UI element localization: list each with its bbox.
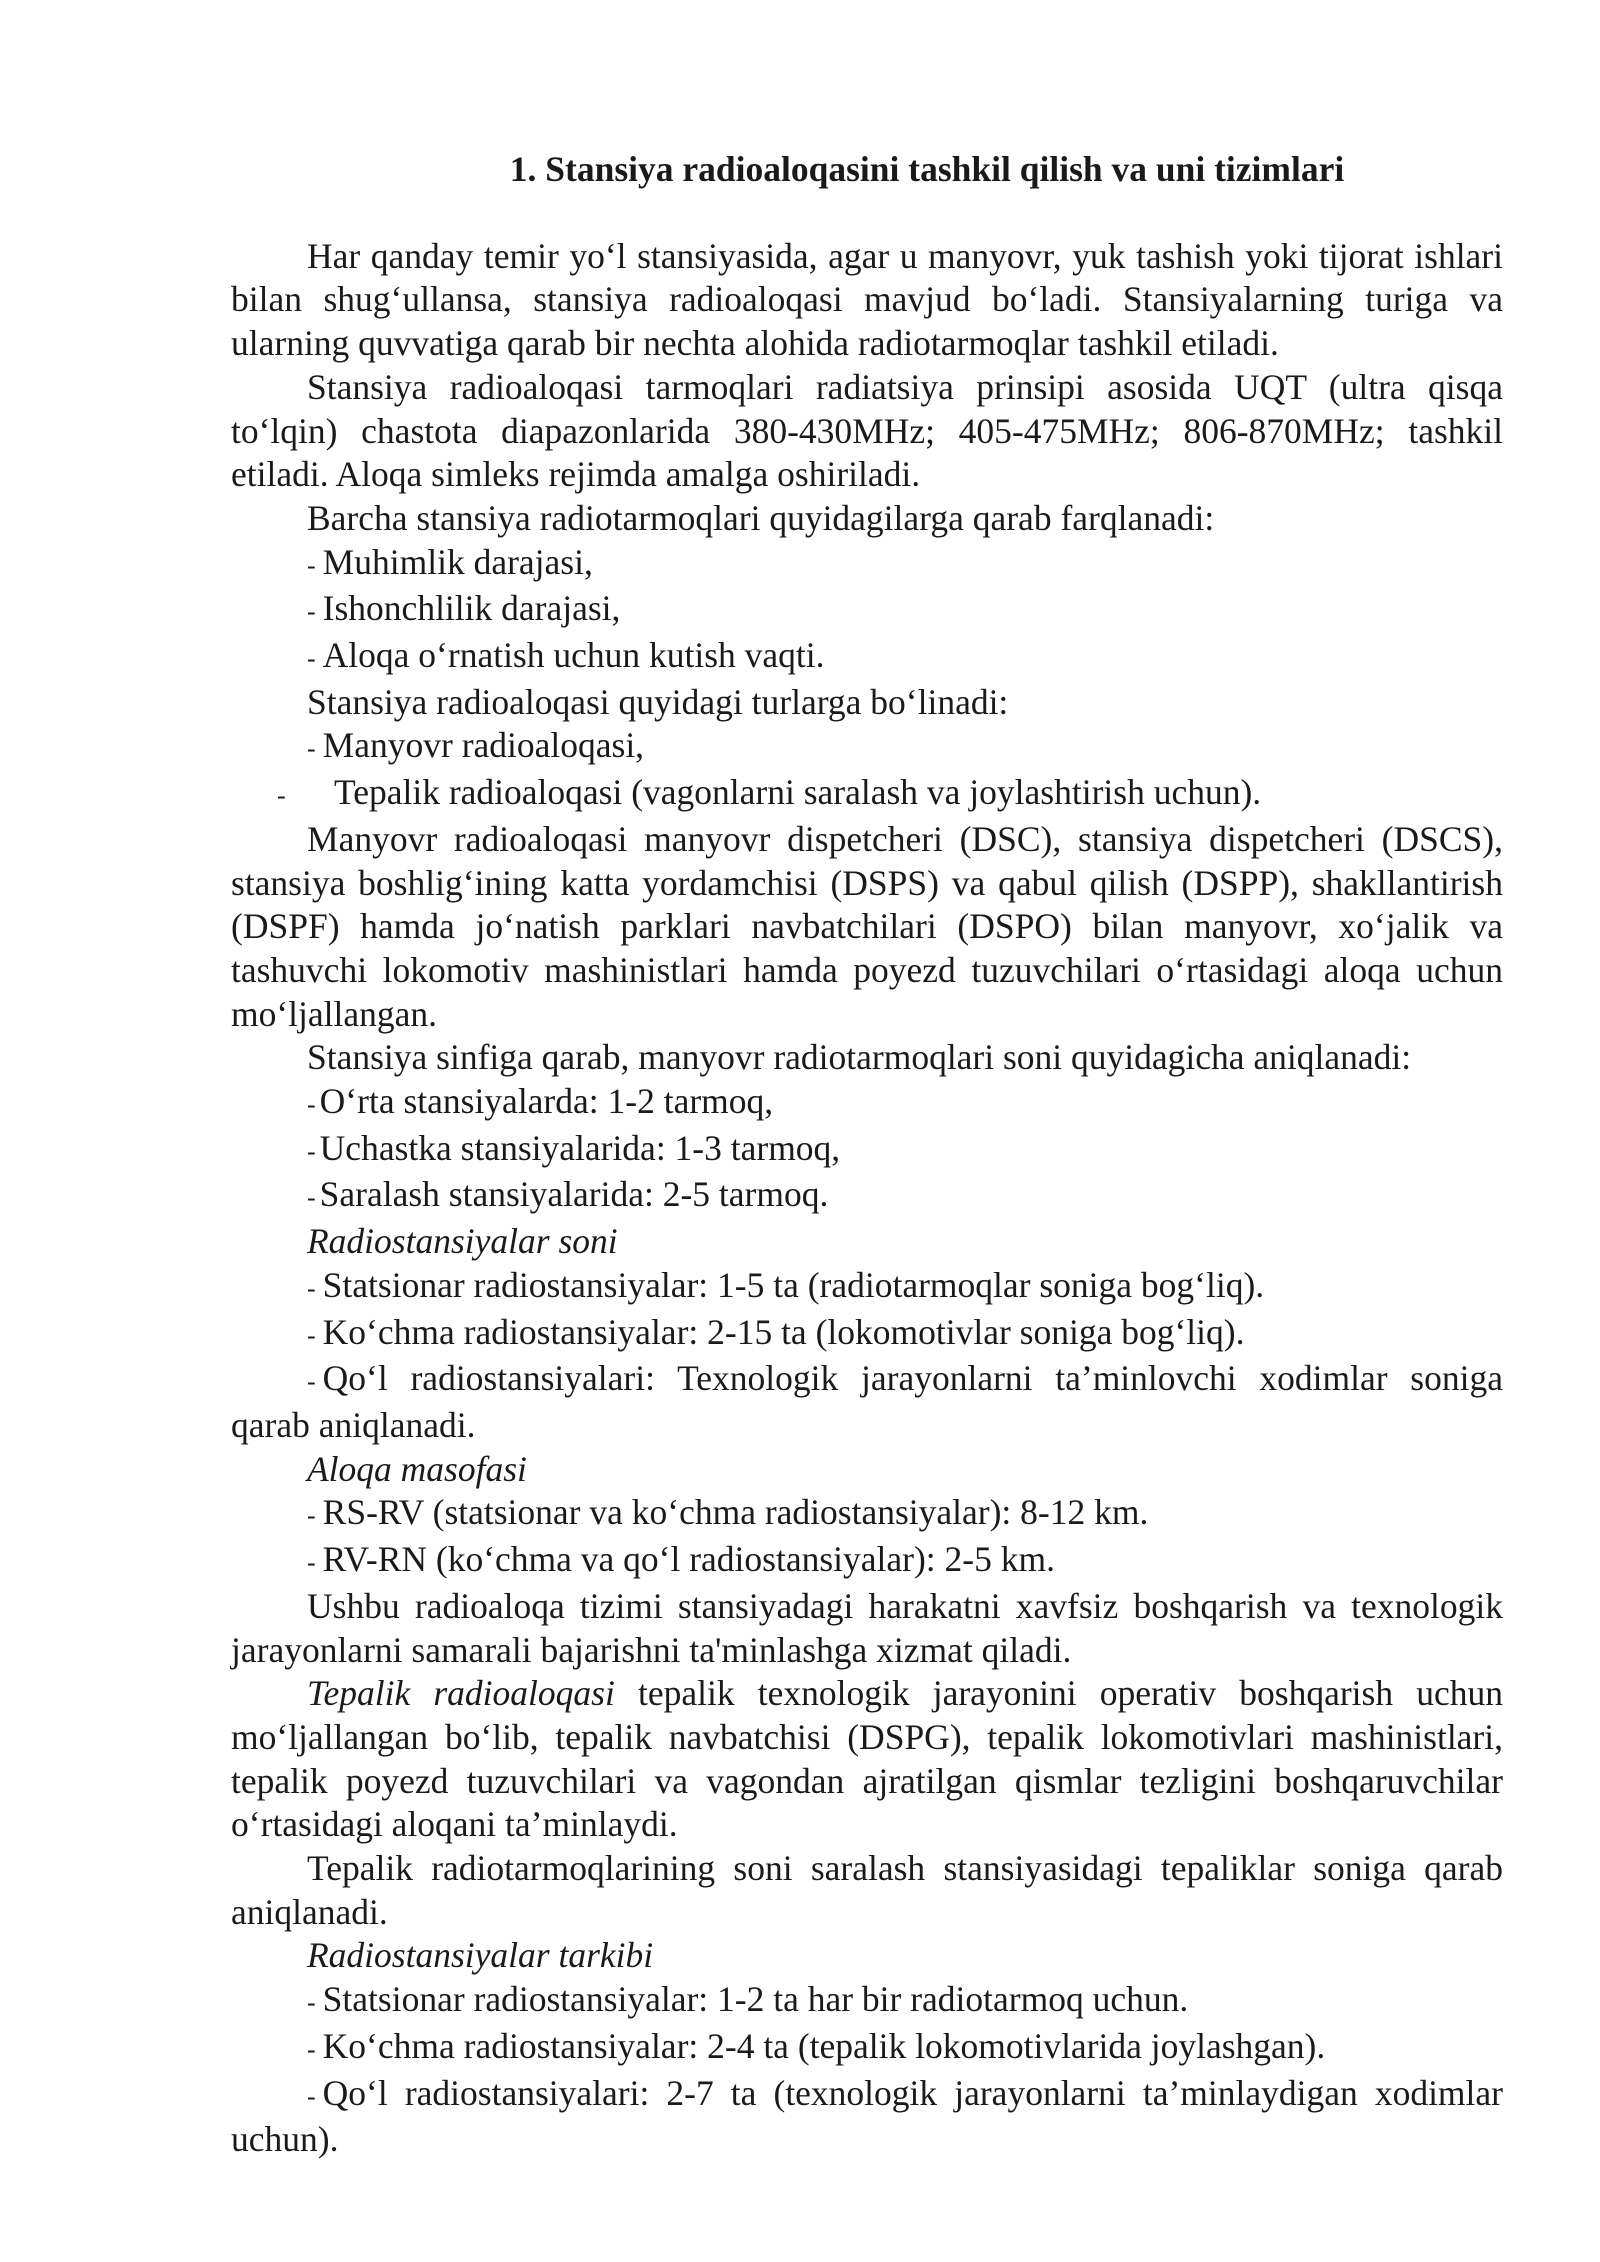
list-item-text: Saralash stansiyalarida: 2-5 tarmoq. xyxy=(319,1174,829,1215)
list-dash: - xyxy=(307,1183,316,1213)
tepalik-description: tepalik texnologik jarayonini operativ boshqarish uchun mo‘ljallangan bo‘lib, tepalik navbatchisi (DSPG), tepalik lokomotivlari mashinistlari, tepalik poyezd tuzuvchilari va vagondan ajratilgan qismlar tezligini boshqaruvchilar o‘rtasidagi aloqani ta’minlaydi. xyxy=(231,1673,1503,1845)
list-dash: - xyxy=(307,550,316,580)
document-page xyxy=(231,148,1503,2162)
list-item-text: Ko‘chma radiostansiyalar: 2-15 ta (lokomotivlar soniga bog‘liq). xyxy=(322,1311,1245,1352)
list-item xyxy=(231,2025,1503,2072)
list-item-text: Uchastka stansiyalarida: 1-3 tarmoq, xyxy=(319,1127,841,1168)
subheading-aloqa-masofasi: Aloqa masofasi xyxy=(307,1448,527,1489)
list-item xyxy=(231,587,1503,634)
list-dash: - xyxy=(307,644,316,674)
paragraph-intro: Har qanday temir yo‘l stansiyasida, agar u manyovr, yuk tashish yoki tijorat ishlari bilan shug‘ullansa, stansiya radioaloqasi mavjud bo‘ladi. Stansiyalarning turiga va ularning quvvatiga qarab bir nechta alohida radiotarmoqlar tashkil etiladi. xyxy=(231,235,1503,364)
list-item xyxy=(231,1538,1503,1585)
list-item xyxy=(231,2072,1503,2162)
tepalik-term: Tepalik radioaloqasi xyxy=(307,1673,615,1714)
list-item-text: Qo‘l radiostansiyalari: 2-7 ta (texnologik jarayonlarni ta’minlaydigan xodimlar uchun). xyxy=(231,2072,1503,2160)
list-item xyxy=(231,1978,1503,2025)
list-item-text: Statsionar radiostansiyalar: 1-2 ta har bir radiotarmoq uchun. xyxy=(322,1979,1189,2020)
list-dash: - xyxy=(307,1367,316,1397)
list-item-text: Aloqa o‘rnatish uchun kutish vaqti. xyxy=(322,635,825,676)
list-item xyxy=(231,541,1503,588)
paragraph-criteria-lead: Barcha stansiya radiotarmoqlari quyidagilarga qarab farqlanadi: xyxy=(307,497,1215,538)
list-item-text: RV-RN (ko‘chma va qo‘l radiostansiyalar): 2-5 km. xyxy=(322,1539,1055,1580)
list-dash: - xyxy=(307,1273,316,1303)
list-item xyxy=(231,634,1503,681)
list-item-text: Tepalik radioaloqasi (vagonlarni saralash va joylashtirish uchun). xyxy=(334,772,1262,813)
paragraph-types-lead: Stansiya radioaloqasi quyidagi turlarga bo‘linadi: xyxy=(307,681,1009,722)
list-item xyxy=(231,724,1503,771)
list-item xyxy=(231,1080,1503,1127)
paragraph-network-count-lead: Stansiya sinfiga qarab, manyovr radiotarmoqlari soni quyidagicha aniqlanadi: xyxy=(307,1037,1412,1078)
list-item-text: Qo‘l radiostansiyalari: Texnologik jarayonlarni ta’minlovchi xodimlar soniga qarab aniqlanadi. xyxy=(231,1358,1503,1445)
list-item xyxy=(231,1491,1503,1538)
list-item-text: Ishonchlilik darajasi, xyxy=(322,588,621,629)
list-item xyxy=(231,1357,1503,1447)
list-dash: - xyxy=(307,1501,316,1531)
list-item xyxy=(231,771,1503,818)
list-item-text: Muhimlik darajasi, xyxy=(322,541,593,582)
list-dash: - xyxy=(307,2081,316,2111)
paragraph-manyovr: Manyovr radioaloqasi manyovr dispetcheri (DSC), stansiya dispetcheri (DSCS), stansiya boshlig‘ining katta yordamchisi (DSPS) va qabul qilish (DSPP), shakllantirish (DSPF) hamda jo‘natish parklari navbatchilari (DSPO) bilan manyovr, xo‘jalik va tashuvchi lokomotiv mashinistlari hamda poyezd tuzuvchilari o‘rtasidagi aloqa uchun mo‘ljallangan. xyxy=(231,818,1503,1034)
list-dash: - xyxy=(277,781,286,811)
list-dash: - xyxy=(307,1548,316,1578)
subheading-radiostansiyalar-soni: Radiostansiyalar soni xyxy=(307,1221,618,1262)
list-item-text: O‘rta stansiyalarda: 1-2 tarmoq, xyxy=(319,1081,774,1122)
list-item-text: Ko‘chma radiostansiyalar: 2-4 ta (tepalik lokomotivlarida joylashgan). xyxy=(322,2025,1326,2066)
paragraph-frequencies: Stansiya radioaloqasi tarmoqlari radiatsiya prinsipi asosida UQT (ultra qisqa to‘lqin) chastota diapazonlarida 380-430MHz; 405-475MHz; 806-870MHz; tashkil etiladi. Aloqa simleks rejimda amalga oshiriladi. xyxy=(231,366,1503,495)
list-dash: - xyxy=(307,1090,316,1120)
paragraph-tepalik-count: Tepalik radiotarmoqlarining soni saralash stansiyasidagi tepaliklar soniga qarab aniqlanadi. xyxy=(231,1848,1503,1932)
list-item-text: Statsionar radiostansiyalar: 1-5 ta (radiotarmoqlar soniga bog‘liq). xyxy=(322,1264,1265,1305)
list-item xyxy=(231,1173,1503,1220)
list-item-text: RS-RV (statsionar va ko‘chma radiostansiyalar): 8-12 km. xyxy=(322,1492,1149,1533)
list-item xyxy=(231,1127,1503,1174)
paragraph-summary: Ushbu radioaloqa tizimi stansiyadagi harakatni xavfsiz boshqarish va texnologik jarayonlarni samarali bajarishni ta'minlashga xizmat qiladi. xyxy=(231,1585,1503,1670)
list-item xyxy=(231,1264,1503,1311)
list-dash: - xyxy=(307,2034,316,2064)
list-dash: - xyxy=(307,1320,316,1350)
list-item-text: Manyovr radioaloqasi, xyxy=(322,725,645,766)
subheading-radiostansiyalar-tarkibi: Radiostansiyalar tarkibi xyxy=(307,1935,654,1976)
list-dash: - xyxy=(307,597,316,627)
list-dash: - xyxy=(307,734,316,764)
list-dash: - xyxy=(307,1988,316,2018)
paragraph-tepalik xyxy=(231,1672,1503,1847)
section-title: 1. Stansiya radioaloqasini tashkil qilish va uni tizimlari xyxy=(509,149,1345,189)
list-item xyxy=(231,1311,1503,1358)
list-dash: - xyxy=(307,1136,316,1166)
